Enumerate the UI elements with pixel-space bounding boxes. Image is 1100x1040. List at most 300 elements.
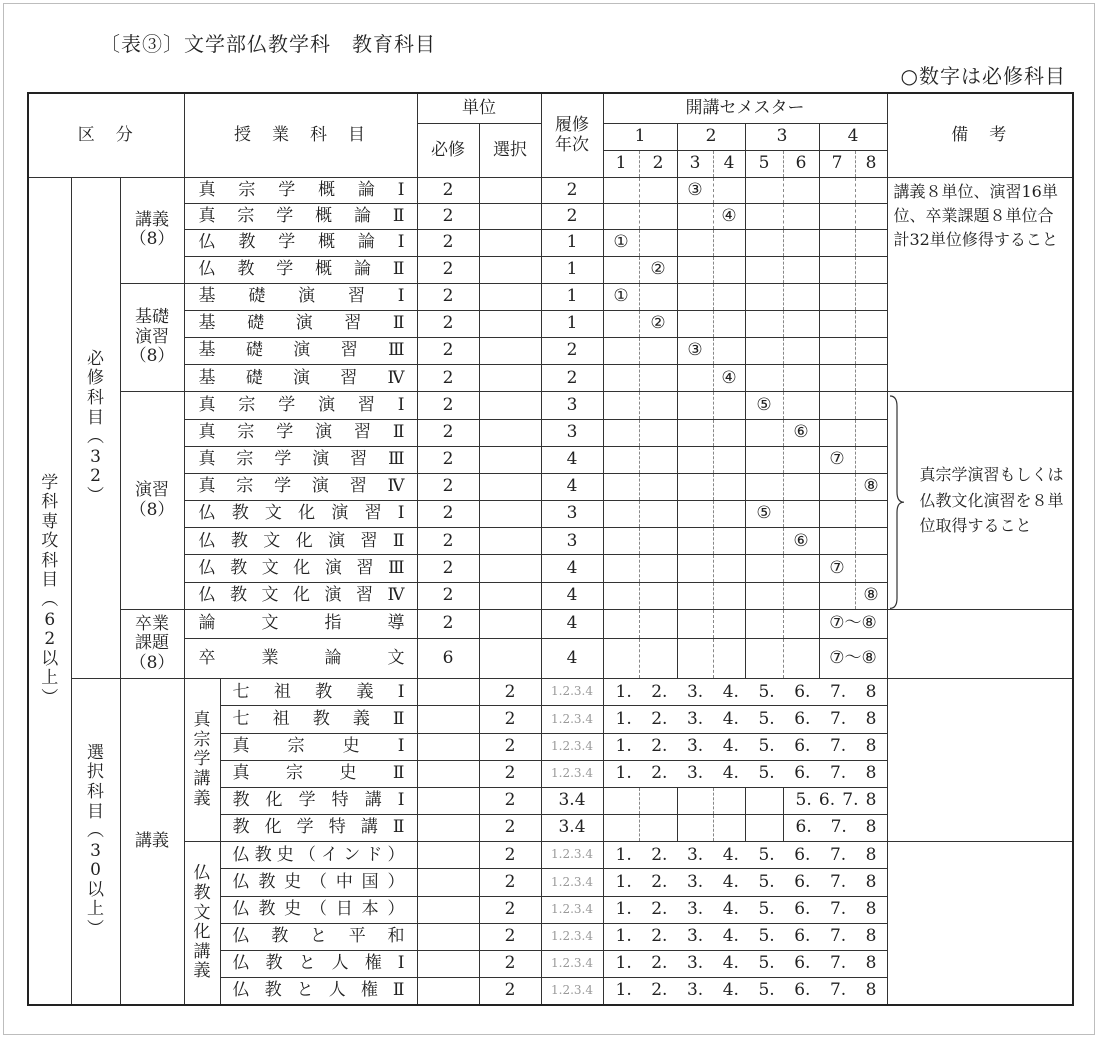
semester-cell xyxy=(745,283,783,310)
study-year: 1.2.3.4 xyxy=(541,978,603,1005)
semester-mark: ⑦～⑧ xyxy=(819,638,887,678)
semester-cell xyxy=(603,178,639,204)
semester-mark: ⑥ xyxy=(783,528,819,555)
elective-units xyxy=(479,310,541,337)
elective-units: 2 xyxy=(479,815,541,842)
study-year: 4 xyxy=(541,582,603,609)
semester-cell xyxy=(639,555,677,582)
semester-cell xyxy=(677,419,713,446)
semester-cell xyxy=(855,528,887,555)
semester-list: 1. 2. 3. 4. 5. 6. 7. 8 xyxy=(603,842,887,869)
semester-cell xyxy=(603,501,639,528)
study-year: 2 xyxy=(541,204,603,230)
semester-cell xyxy=(639,178,677,204)
semester-cell xyxy=(819,365,855,392)
elective-units xyxy=(479,230,541,256)
semester-mark: ⑧ xyxy=(855,473,887,500)
elective-units: 2 xyxy=(479,869,541,896)
elective-units xyxy=(479,446,541,473)
elective-units: 2 xyxy=(479,842,541,869)
semester-cell xyxy=(855,392,887,419)
semester-cell xyxy=(603,528,639,555)
header-sentaku: 選択 xyxy=(479,123,541,177)
required-units xyxy=(417,760,479,787)
remark-enshu-text: 真宗学演習もしくは仏教文化演習を８単位取得すること xyxy=(919,465,1064,536)
semester-cell xyxy=(603,787,639,814)
study-year: 1.2.3.4 xyxy=(541,869,603,896)
subject-name: 教化学特講Ⅱ xyxy=(220,815,417,842)
study-year: 1 xyxy=(541,310,603,337)
semester-cell xyxy=(855,310,887,337)
semester-cell xyxy=(783,609,819,638)
study-year: 1 xyxy=(541,283,603,310)
semester-cell xyxy=(855,419,887,446)
required-units xyxy=(417,923,479,950)
subject-name: 真宗学演習Ⅳ xyxy=(184,473,417,500)
required-units xyxy=(417,950,479,977)
semester-list: 1. 2. 3. 4. 5. 6. 7. 8 xyxy=(603,706,887,733)
group-sotsugyo-kadai: 卒業 課題 （8） xyxy=(120,609,184,678)
required-units xyxy=(417,815,479,842)
semester-cell xyxy=(677,638,713,678)
semester-cell xyxy=(783,446,819,473)
header-biko: 備 考 xyxy=(887,93,1073,178)
semester-list: 1. 2. 3. 4. 5. 6. 7. 8 xyxy=(603,923,887,950)
semester-cell xyxy=(783,365,819,392)
semester-cell xyxy=(677,230,713,256)
subject-name: 仏教史（日本） xyxy=(220,896,417,923)
semester-cell xyxy=(783,392,819,419)
required-units: 2 xyxy=(417,283,479,310)
header-semester: 開講セメスター xyxy=(603,93,887,123)
semester-cell xyxy=(677,392,713,419)
header-sem-8: 8 xyxy=(855,150,887,177)
elective-units xyxy=(479,528,541,555)
semester-cell xyxy=(745,787,783,814)
semester-cell xyxy=(639,230,677,256)
semester-cell xyxy=(677,501,713,528)
subject-name: 仏教学概論Ⅰ xyxy=(184,230,417,256)
study-year: 1.2.3.4 xyxy=(541,679,603,706)
elective-units: 2 xyxy=(479,896,541,923)
semester-cell xyxy=(713,230,745,256)
semester-cell xyxy=(745,365,783,392)
semester-cell xyxy=(745,446,783,473)
study-year: 1.2.3.4 xyxy=(541,896,603,923)
remark-empty xyxy=(887,842,1073,1005)
semester-cell xyxy=(855,446,887,473)
table-row xyxy=(28,392,1073,419)
group-gakka-senko: 学 科 専 攻 科 目 ︵ 6 2 以 上 ︶ xyxy=(28,178,71,1005)
semester-cell xyxy=(603,555,639,582)
semester-cell xyxy=(713,787,745,814)
semester-cell xyxy=(677,365,713,392)
elective-units: 2 xyxy=(479,978,541,1005)
semester-mark: ⑦ xyxy=(819,446,855,473)
semester-cell xyxy=(639,528,677,555)
semester-cell xyxy=(783,501,819,528)
header-sem-5: 5 xyxy=(745,150,783,177)
required-units: 6 xyxy=(417,638,479,678)
required-units xyxy=(417,978,479,1005)
semester-cell xyxy=(603,473,639,500)
subject-name: 仏教と人権Ⅰ xyxy=(220,950,417,977)
semester-cell xyxy=(745,555,783,582)
study-year: 4 xyxy=(541,609,603,638)
required-units xyxy=(417,842,479,869)
study-year: 4 xyxy=(541,473,603,500)
semester-cell xyxy=(677,815,713,842)
required-units: 2 xyxy=(417,582,479,609)
header-year-3: 3 xyxy=(745,123,819,150)
subject-name: 仏教史（インド） xyxy=(220,842,417,869)
required-units: 2 xyxy=(417,204,479,230)
semester-cell xyxy=(819,392,855,419)
subject-name: 仏教と平和 xyxy=(220,923,417,950)
elective-units xyxy=(479,473,541,500)
study-year: 1 xyxy=(541,256,603,283)
semester-cell xyxy=(603,419,639,446)
required-units: 2 xyxy=(417,392,479,419)
semester-cell xyxy=(603,392,639,419)
curriculum-table xyxy=(27,92,1074,1006)
semester-cell xyxy=(819,310,855,337)
elective-units xyxy=(479,419,541,446)
elective-units xyxy=(479,582,541,609)
subject-name: 仏教文化演習Ⅱ xyxy=(184,528,417,555)
brace-icon xyxy=(888,394,906,609)
group-kogi: 講義 （8） xyxy=(120,178,184,284)
required-units: 2 xyxy=(417,230,479,256)
subject-name: 七祖教義Ⅱ xyxy=(220,706,417,733)
semester-cell xyxy=(745,473,783,500)
remark-empty xyxy=(887,679,1073,842)
subject-name: 真宗学演習Ⅱ xyxy=(184,419,417,446)
semester-cell xyxy=(639,283,677,310)
semester-mark: ② xyxy=(639,256,677,283)
semester-mark: ⑧ xyxy=(855,582,887,609)
semester-cell xyxy=(819,256,855,283)
semester-cell xyxy=(855,256,887,283)
semester-cell xyxy=(677,310,713,337)
elective-units: 2 xyxy=(479,760,541,787)
semester-cell xyxy=(783,338,819,365)
elective-units xyxy=(479,338,541,365)
semester-cell xyxy=(639,365,677,392)
header-hisshu: 必修 xyxy=(417,123,479,177)
semester-cell xyxy=(745,256,783,283)
elective-units xyxy=(479,609,541,638)
header-year-1: 1 xyxy=(603,123,677,150)
semester-cell xyxy=(713,638,745,678)
legend-note: ○数字は必修科目 xyxy=(900,64,1066,88)
subject-name: 真宗学演習Ⅲ xyxy=(184,446,417,473)
elective-units xyxy=(479,501,541,528)
header-sem-4: 4 xyxy=(713,150,745,177)
semester-cell xyxy=(855,555,887,582)
semester-list: 1. 2. 3. 4. 5. 6. 7. 8 xyxy=(603,978,887,1005)
elective-units xyxy=(479,392,541,419)
semester-cell xyxy=(819,338,855,365)
semester-cell xyxy=(783,178,819,204)
header-rishu: 履修 年次 xyxy=(541,93,603,178)
subject-name: 基礎演習Ⅱ xyxy=(184,310,417,337)
semester-cell xyxy=(639,338,677,365)
semester-cell xyxy=(677,446,713,473)
required-units: 2 xyxy=(417,310,479,337)
semester-mark: ③ xyxy=(677,338,713,365)
semester-cell xyxy=(819,582,855,609)
study-year: 3 xyxy=(541,419,603,446)
semester-cell xyxy=(713,310,745,337)
semester-cell xyxy=(783,555,819,582)
subject-name: 真宗史Ⅱ xyxy=(220,760,417,787)
elective-units xyxy=(479,204,541,230)
semester-cell xyxy=(855,283,887,310)
required-units: 2 xyxy=(417,256,479,283)
semester-cell xyxy=(745,204,783,230)
semester-cell xyxy=(713,582,745,609)
elective-units xyxy=(479,555,541,582)
semester-cell xyxy=(819,178,855,204)
required-units xyxy=(417,706,479,733)
group-sentaku: 選 択 科 目 ︵ 3 0 以 上 ︶ xyxy=(71,679,120,1005)
semester-cell xyxy=(855,501,887,528)
study-year: 3.4 xyxy=(541,787,603,814)
study-year: 2 xyxy=(541,178,603,204)
study-year: 1.2.3.4 xyxy=(541,842,603,869)
semester-cell xyxy=(603,256,639,283)
semester-cell xyxy=(639,204,677,230)
study-year: 1 xyxy=(541,230,603,256)
subject-name: 仏教学概論Ⅱ xyxy=(184,256,417,283)
semester-cell xyxy=(713,338,745,365)
semester-cell xyxy=(603,338,639,365)
semester-cell xyxy=(745,338,783,365)
semester-cell xyxy=(713,283,745,310)
header-sem-7: 7 xyxy=(819,150,855,177)
group-bukkyo-bunka-kogi: 仏 教 文 化 講 義 xyxy=(184,842,220,1005)
subject-name: 教化学特講Ⅰ xyxy=(220,787,417,814)
required-units xyxy=(417,896,479,923)
semester-list: 1. 2. 3. 4. 5. 6. 7. 8 xyxy=(603,733,887,760)
semester-cell xyxy=(677,473,713,500)
study-year: 3 xyxy=(541,501,603,528)
semester-mark: ⑤ xyxy=(745,501,783,528)
study-year: 1.2.3.4 xyxy=(541,923,603,950)
semester-cell xyxy=(603,638,639,678)
semester-cell xyxy=(713,528,745,555)
elective-units xyxy=(479,178,541,204)
header-sem-2: 2 xyxy=(639,150,677,177)
required-units: 2 xyxy=(417,178,479,204)
semester-cell xyxy=(603,609,639,638)
group-hisshu: 必 修 科 目 ︵ 3 2 ︶ xyxy=(71,178,120,679)
semester-cell xyxy=(713,178,745,204)
semester-mark: ⑦ xyxy=(819,555,855,582)
header-year-2: 2 xyxy=(677,123,745,150)
table-row xyxy=(28,178,1073,204)
semester-cell xyxy=(745,609,783,638)
semester-mark: ⑥ xyxy=(783,419,819,446)
semester-mark: ① xyxy=(603,283,639,310)
semester-cell xyxy=(713,501,745,528)
semester-cell xyxy=(783,256,819,283)
required-units: 2 xyxy=(417,609,479,638)
semester-cell xyxy=(819,419,855,446)
semester-list: 1. 2. 3. 4. 5. 6. 7. 8 xyxy=(603,679,887,706)
subject-name: 七祖教義Ⅰ xyxy=(220,679,417,706)
semester-mark: ⑦～⑧ xyxy=(819,609,887,638)
required-units: 2 xyxy=(417,473,479,500)
semester-cell xyxy=(713,473,745,500)
subject-name: 真宗史Ⅰ xyxy=(220,733,417,760)
semester-cell xyxy=(783,230,819,256)
semester-cell xyxy=(603,365,639,392)
table-row xyxy=(28,679,1073,706)
page-title: 〔表③〕文学部仏教学科 教育科目 xyxy=(100,32,436,56)
subject-name: 基礎演習Ⅲ xyxy=(184,338,417,365)
required-units: 2 xyxy=(417,338,479,365)
elective-units: 2 xyxy=(479,706,541,733)
semester-cell xyxy=(713,815,745,842)
semester-cell xyxy=(819,230,855,256)
subject-name: 仏教文化演習Ⅳ xyxy=(184,582,417,609)
semester-cell xyxy=(819,473,855,500)
semester-cell xyxy=(745,310,783,337)
study-year: 2 xyxy=(541,365,603,392)
semester-cell xyxy=(745,178,783,204)
semester-cell xyxy=(639,446,677,473)
semester-cell xyxy=(639,815,677,842)
elective-units: 2 xyxy=(479,950,541,977)
semester-cell xyxy=(677,283,713,310)
elective-units: 2 xyxy=(479,679,541,706)
semester-cell xyxy=(639,473,677,500)
semester-cell xyxy=(745,815,783,842)
required-units xyxy=(417,679,479,706)
semester-list: 5. 6. 7. 8 xyxy=(783,787,887,814)
semester-list: 1. 2. 3. 4. 5. 6. 7. 8 xyxy=(603,760,887,787)
semester-cell xyxy=(639,501,677,528)
semester-mark: ⑤ xyxy=(745,392,783,419)
semester-cell xyxy=(819,501,855,528)
group-sentaku-kogi: 講義 xyxy=(120,679,184,1005)
semester-list: 6. 7. 8 xyxy=(783,815,887,842)
header-kubun: 区 分 xyxy=(28,93,184,178)
table-row xyxy=(28,842,1073,869)
semester-cell xyxy=(745,582,783,609)
subject-name: 卒業論文 xyxy=(184,638,417,678)
semester-mark: ③ xyxy=(677,178,713,204)
semester-list: 1. 2. 3. 4. 5. 6. 7. 8 xyxy=(603,950,887,977)
semester-cell xyxy=(783,473,819,500)
required-units: 2 xyxy=(417,528,479,555)
elective-units: 2 xyxy=(479,733,541,760)
study-year: 4 xyxy=(541,555,603,582)
semester-cell xyxy=(677,555,713,582)
semester-cell xyxy=(677,787,713,814)
study-year: 2 xyxy=(541,338,603,365)
semester-cell xyxy=(639,638,677,678)
semester-cell xyxy=(783,283,819,310)
semester-cell xyxy=(677,609,713,638)
study-year: 3 xyxy=(541,392,603,419)
remark-kogi: 講義８単位、演習16単位、卒業課題８単位合計32単位修得すること xyxy=(887,178,1073,392)
semester-cell xyxy=(855,338,887,365)
semester-cell xyxy=(677,582,713,609)
required-units: 2 xyxy=(417,446,479,473)
required-units: 2 xyxy=(417,365,479,392)
header-year-4: 4 xyxy=(819,123,887,150)
semester-cell xyxy=(745,419,783,446)
subject-name: 仏教と人権Ⅱ xyxy=(220,978,417,1005)
semester-list: 1. 2. 3. 4. 5. 6. 7. 8 xyxy=(603,869,887,896)
elective-units xyxy=(479,638,541,678)
study-year: 1.2.3.4 xyxy=(541,950,603,977)
semester-cell xyxy=(603,446,639,473)
subject-name: 論文指導 xyxy=(184,609,417,638)
semester-mark: ④ xyxy=(713,365,745,392)
subject-name: 仏教史（中国） xyxy=(220,869,417,896)
semester-cell xyxy=(783,638,819,678)
semester-cell xyxy=(677,204,713,230)
study-year: 4 xyxy=(541,638,603,678)
semester-mark: ① xyxy=(603,230,639,256)
study-year: 4 xyxy=(541,446,603,473)
study-year: 1.2.3.4 xyxy=(541,760,603,787)
semester-cell xyxy=(855,204,887,230)
semester-cell xyxy=(639,419,677,446)
remark-enshu xyxy=(887,392,1073,609)
semester-cell xyxy=(603,582,639,609)
header-sem-6: 6 xyxy=(783,150,819,177)
semester-cell xyxy=(855,365,887,392)
required-units xyxy=(417,787,479,814)
semester-cell xyxy=(745,528,783,555)
subject-name: 仏教文化演習Ⅰ xyxy=(184,501,417,528)
semester-cell xyxy=(745,638,783,678)
semester-cell xyxy=(783,310,819,337)
subject-name: 基礎演習Ⅳ xyxy=(184,365,417,392)
semester-cell xyxy=(745,230,783,256)
remark-empty xyxy=(887,609,1073,678)
header-sem-3: 3 xyxy=(677,150,713,177)
required-units: 2 xyxy=(417,501,479,528)
semester-mark: ② xyxy=(639,310,677,337)
semester-cell xyxy=(603,815,639,842)
study-year: 1.2.3.4 xyxy=(541,733,603,760)
semester-cell xyxy=(603,204,639,230)
semester-cell xyxy=(819,204,855,230)
semester-cell xyxy=(783,204,819,230)
subject-name: 仏教文化演習Ⅲ xyxy=(184,555,417,582)
semester-cell xyxy=(713,609,745,638)
semester-cell xyxy=(819,528,855,555)
semester-cell xyxy=(713,419,745,446)
semester-mark: ④ xyxy=(713,204,745,230)
table-row xyxy=(28,609,1073,638)
semester-cell xyxy=(603,310,639,337)
semester-cell xyxy=(639,609,677,638)
study-year: 3.4 xyxy=(541,815,603,842)
semester-cell xyxy=(677,256,713,283)
semester-cell xyxy=(713,256,745,283)
subject-name: 真宗学概論Ⅱ xyxy=(184,204,417,230)
group-enshu: 演習 （8） xyxy=(120,392,184,609)
semester-cell xyxy=(677,528,713,555)
subject-name: 基礎演習Ⅰ xyxy=(184,283,417,310)
